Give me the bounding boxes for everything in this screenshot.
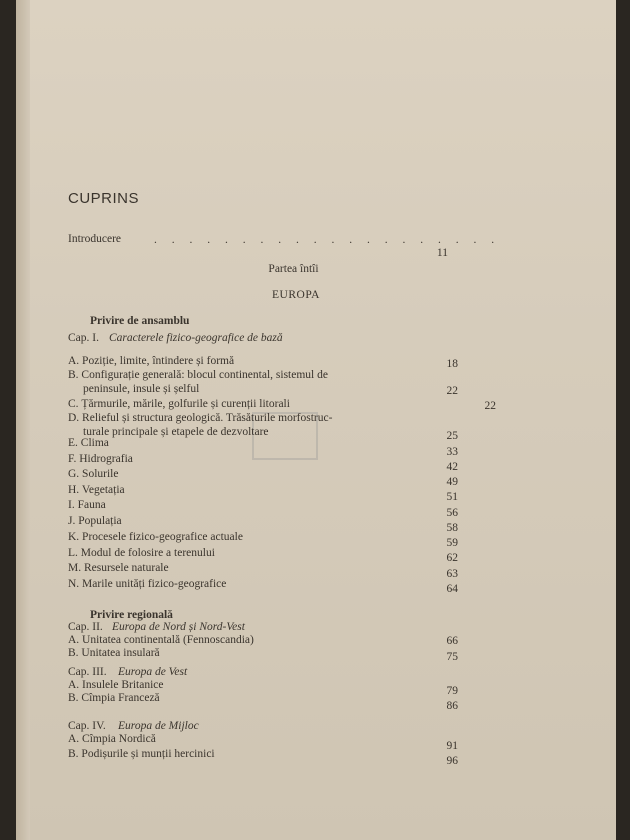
section-regional: Privire regională bbox=[90, 609, 173, 621]
entry-iia: A. Insulele Britanice bbox=[68, 679, 164, 691]
entry-h: H. Vegetația bbox=[68, 484, 125, 496]
section-overview: Privire de ansamblu bbox=[90, 315, 190, 327]
entry-d-page: 25 bbox=[446, 430, 458, 442]
entry-a-page: 18 bbox=[446, 358, 458, 370]
entry-g: G. Solurile bbox=[68, 468, 119, 480]
intro-page: 11 bbox=[436, 247, 448, 259]
entry-m-page: 63 bbox=[446, 568, 458, 580]
entry-iia-page: 79 bbox=[446, 685, 458, 697]
entry-b-line1: B. Configurație generală: blocul continental, sistemul de bbox=[68, 369, 328, 381]
entry-m: M. Resursele naturale bbox=[68, 562, 169, 574]
part-label: Partea întîi bbox=[268, 263, 319, 275]
page-spine-shadow bbox=[16, 0, 30, 840]
intro-label: Introducere bbox=[68, 233, 121, 245]
chapter-4-num: Cap. IV. bbox=[68, 720, 106, 732]
chapter-4-title: Europa de Mijloc bbox=[118, 720, 199, 732]
entry-j-page: 58 bbox=[446, 522, 458, 534]
entry-d-line2: turale principale și etapele de dezvoltare bbox=[83, 426, 269, 438]
entry-f: F. Hidrografia bbox=[68, 453, 133, 465]
entry-c: C. Țărmurile, mările, golfurile și curenții litorali bbox=[68, 398, 290, 410]
entry-g-page: 49 bbox=[446, 476, 458, 488]
chapter-3-title: Europa de Vest bbox=[118, 666, 188, 678]
toc-title: CUPRINS bbox=[68, 190, 140, 207]
entry-a: A. Poziție, limite, întindere și formă bbox=[68, 355, 235, 367]
entry-e-page: 33 bbox=[446, 446, 458, 458]
entry-ib-page: 75 bbox=[446, 651, 458, 663]
entry-j: J. Populația bbox=[68, 515, 122, 527]
book-page bbox=[16, 0, 616, 840]
entry-d-line1: D. Relieful și structura geologică. Trăsăturile morfostruc- bbox=[68, 412, 333, 424]
entry-i: I. Fauna bbox=[68, 499, 106, 511]
entry-b-page: 22 bbox=[446, 385, 458, 397]
chapter-3-num: Cap. III. bbox=[68, 666, 107, 678]
entry-l: L. Modul de folosire a terenului bbox=[68, 547, 215, 559]
chapter-1-title: Caracterele fizico-geografice de bază bbox=[109, 332, 283, 344]
intro-leader: . . . . . . . . . . . . . . . . . . . . bbox=[154, 234, 501, 246]
entry-ib: B. Unitatea insulară bbox=[68, 647, 160, 659]
entry-b-line2: peninsule, insule și șelful bbox=[83, 383, 200, 395]
entry-n: N. Marile unități fizico-geografice bbox=[68, 578, 227, 590]
entry-f-page: 42 bbox=[446, 461, 458, 473]
entry-k-page: 59 bbox=[446, 537, 458, 549]
entry-ia-page: 66 bbox=[446, 635, 458, 647]
entry-iiia: A. Cîmpia Nordică bbox=[68, 733, 156, 745]
entry-n-page: 64 bbox=[446, 583, 458, 595]
entry-iib-page: 86 bbox=[446, 700, 458, 712]
entry-iiia-page: 91 bbox=[446, 740, 458, 752]
chapter-2-title: Europa de Nord și Nord-Vest bbox=[112, 621, 245, 633]
entry-l-page: 62 bbox=[446, 552, 458, 564]
entry-iiib-page: 96 bbox=[446, 755, 458, 767]
entry-k: K. Procesele fizico-geografice actuale bbox=[68, 531, 243, 543]
entry-e: E. Clima bbox=[68, 437, 109, 449]
entry-ia: A. Unitatea continentală (Fennoscandia) bbox=[68, 634, 254, 646]
entry-h-page: 51 bbox=[446, 491, 458, 503]
entry-i-page: 56 bbox=[446, 507, 458, 519]
entry-c-page: 22 bbox=[484, 400, 496, 412]
entry-iib: B. Cîmpia Franceză bbox=[68, 692, 160, 704]
entry-iiib: B. Podișurile și munții hercinici bbox=[68, 748, 215, 760]
chapter-1-num: Cap. I. bbox=[68, 332, 99, 344]
chapter-2-num: Cap. II. bbox=[68, 621, 103, 633]
part-name: EUROPA bbox=[272, 289, 320, 301]
